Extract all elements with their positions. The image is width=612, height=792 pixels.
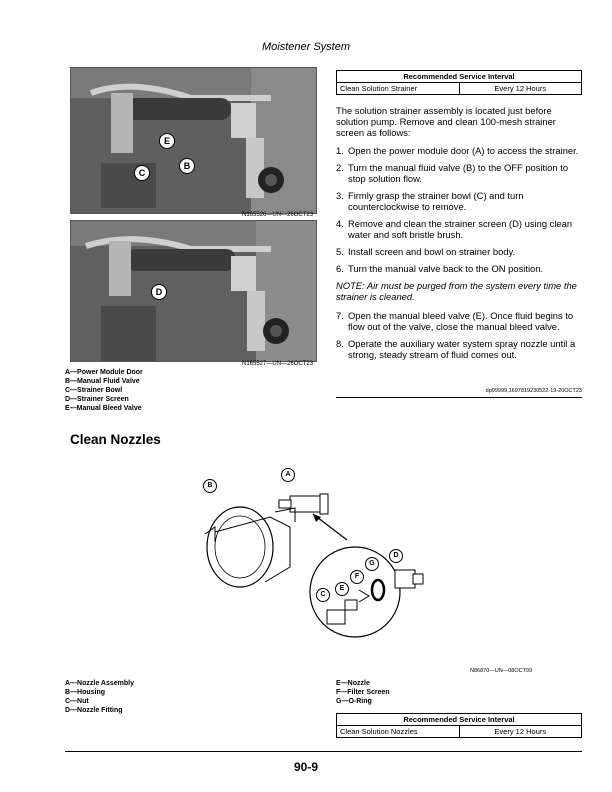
- photo-top-id: N165526—UN—26OCT23: [242, 212, 314, 218]
- table-interval: Every 12 Hours: [459, 726, 582, 738]
- legend-item: F—Filter Screen: [336, 689, 390, 696]
- step-item: 2. Turn the manual fluid valve (B) to the OFF position to stop solution flow.: [336, 162, 569, 184]
- page-number: 90-9: [293, 760, 319, 774]
- nozzle-exploded-diagram: [195, 462, 445, 667]
- nozzle-legend-left: [65, 679, 134, 715]
- legend-item: C—Strainer Bowl: [65, 387, 123, 394]
- step-item: 8. Operate the auxiliary water system spray nozzle until a strong, steady stream of fluid comes out.: [336, 338, 576, 360]
- legend-item: C—Nut: [65, 698, 89, 705]
- figure-id: N86870—UN—08OCT09: [470, 668, 533, 674]
- callout-b: B: [179, 158, 195, 174]
- step-item: 6. Turn the manual valve back to the ON position.: [336, 263, 544, 274]
- table-interval: Every 12 Hours: [459, 83, 582, 95]
- callout-c: C: [134, 165, 150, 181]
- callout-c: C: [316, 588, 330, 602]
- steps-list: [336, 145, 584, 274]
- callout-d: D: [151, 284, 167, 300]
- step-item: 1. Open the power module door (A) to access the strainer.: [336, 145, 579, 156]
- service-interval-table-strainer: [336, 70, 582, 95]
- legend-item: B—Housing: [65, 689, 106, 696]
- table-title: Recommended Service Interval: [337, 714, 582, 726]
- legend-item: A—Nozzle Assembly: [65, 680, 134, 687]
- callout-b: B: [203, 479, 217, 493]
- footer-divider: [65, 751, 582, 752]
- nozzle-legend-right: [336, 679, 390, 706]
- step-item: 5. Install screen and bowl on strainer body.: [336, 246, 516, 257]
- photo-bottom-id: N165527—UN—26OCT23: [242, 361, 314, 367]
- callout-d: D: [389, 549, 403, 563]
- section-title: Moistener System: [261, 41, 351, 53]
- strainer-legend: [65, 368, 143, 413]
- step-item: 3. Firmly grasp the strainer bowl (C) and turn counterclockwise to remove.: [336, 190, 524, 212]
- steps-list-2: [336, 310, 584, 360]
- housing-drawing: [205, 507, 290, 587]
- reference-id: dp99999,1697819230522-19-20OCT23: [485, 388, 582, 394]
- legend-item: G—O-Ring: [336, 698, 372, 705]
- legend-item: D—Nozzle Fitting: [65, 707, 123, 714]
- step-item: 4. Remove and clean the strainer screen (D) using clean water and soft bristle brush.: [336, 218, 573, 240]
- legend-item: D—Strainer Screen: [65, 396, 129, 403]
- table-task: Clean Solution Strainer: [337, 83, 460, 95]
- callout-e: E: [159, 133, 175, 149]
- strainer-instructions: [336, 105, 584, 360]
- strainer-photo-top: [70, 67, 317, 214]
- callout-f: F: [350, 570, 364, 584]
- intro-paragraph: The solution strainer assembly is located just before solution pump. Remove and clean 100-mesh strainer screen as follows:: [336, 105, 556, 138]
- callout-g: G: [365, 557, 379, 571]
- callout-a: A: [281, 468, 295, 482]
- strainer-photo-bottom: [70, 220, 317, 362]
- divider: [336, 397, 582, 398]
- legend-item: E—Manual Bleed Valve: [65, 405, 142, 412]
- service-interval-table-nozzles: [336, 713, 582, 738]
- table-title: Recommended Service Interval: [337, 71, 582, 83]
- legend-item: A—Power Module Door: [65, 369, 143, 376]
- table-task: Clean Solution Nozzles: [337, 726, 460, 738]
- step-item: 7. Open the manual bleed valve (E). Once fluid begins to flow out of the valve, close the manual bleed valve.: [336, 310, 574, 332]
- note-paragraph: NOTE: Air must be purged from the system every time the strainer is cleaned.: [336, 280, 577, 302]
- section-heading: Clean Nozzles: [70, 432, 161, 447]
- legend-item: B—Manual Fluid Valve: [65, 378, 140, 385]
- callout-e: E: [335, 582, 349, 596]
- legend-item: E—Nozzle: [336, 680, 370, 687]
